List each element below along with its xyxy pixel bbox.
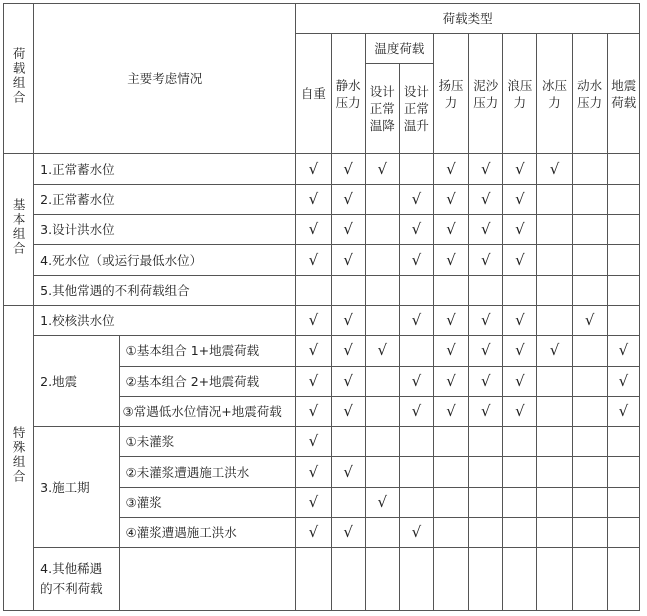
check-cell xyxy=(537,427,572,457)
check-cell xyxy=(399,548,433,611)
check-cell xyxy=(572,427,607,457)
check-cell: √ xyxy=(399,366,433,396)
check-cell xyxy=(537,245,572,275)
check-cell xyxy=(331,427,365,457)
check-cell: √ xyxy=(296,154,331,184)
header-temp-load: 温度荷载 xyxy=(365,34,433,63)
header-temp-drop: 设计正常温降 xyxy=(369,84,395,134)
check-cell: √ xyxy=(433,154,468,184)
check-cell xyxy=(572,518,607,548)
check-cell xyxy=(469,487,503,517)
check-cell xyxy=(469,518,503,548)
check-cell: √ xyxy=(503,305,537,335)
construction-label: 3.施工期 xyxy=(34,427,119,548)
check-cell xyxy=(503,548,537,611)
check-cell: √ xyxy=(469,305,503,335)
check-cell: √ xyxy=(399,518,433,548)
check-cell: √ xyxy=(607,366,639,396)
check-cell xyxy=(365,245,399,275)
check-cell xyxy=(399,336,433,366)
check-cell: √ xyxy=(296,487,331,517)
check-cell xyxy=(537,366,572,396)
header-load-types: 荷载类型 xyxy=(296,4,640,34)
check-cell xyxy=(433,518,468,548)
check-cell: √ xyxy=(469,184,503,214)
check-cell xyxy=(503,487,537,517)
check-cell xyxy=(296,548,331,611)
check-cell xyxy=(537,518,572,548)
check-cell: √ xyxy=(365,336,399,366)
check-cell xyxy=(607,275,639,305)
check-cell: √ xyxy=(433,305,468,335)
special-group-text: 特殊组合 xyxy=(11,426,27,485)
check-cell: √ xyxy=(296,427,331,457)
check-cell xyxy=(572,336,607,366)
header-temp-rise: 设计正常温升 xyxy=(403,84,429,134)
check-cell xyxy=(607,518,639,548)
check-cell xyxy=(607,215,639,245)
check-cell xyxy=(365,457,399,487)
header-uplift: 扬压力 xyxy=(438,77,464,110)
check-cell: √ xyxy=(433,184,468,214)
check-cell: √ xyxy=(433,366,468,396)
header-dynamic-water: 动水压力 xyxy=(577,77,603,110)
header-ice: 冰压力 xyxy=(542,77,568,110)
check-cell: √ xyxy=(433,215,468,245)
check-cell: √ xyxy=(503,245,537,275)
check-cell: √ xyxy=(433,245,468,275)
check-cell xyxy=(572,245,607,275)
row-label: ②未灌浆遭遇施工洪水 xyxy=(119,457,296,487)
table-row xyxy=(4,427,640,457)
table-row xyxy=(4,275,640,305)
check-cell xyxy=(503,427,537,457)
check-cell xyxy=(572,154,607,184)
table-row xyxy=(4,154,640,184)
check-cell: √ xyxy=(399,245,433,275)
check-cell: √ xyxy=(296,215,331,245)
header-self-weight: 自重 xyxy=(296,34,331,154)
check-cell xyxy=(365,427,399,457)
check-cell xyxy=(607,457,639,487)
check-cell: √ xyxy=(399,305,433,335)
check-cell: √ xyxy=(296,518,331,548)
empty-cell xyxy=(119,548,296,611)
check-cell xyxy=(537,215,572,245)
check-cell: √ xyxy=(365,154,399,184)
check-cell xyxy=(399,487,433,517)
check-cell xyxy=(433,275,468,305)
check-cell: √ xyxy=(331,245,365,275)
check-cell xyxy=(537,396,572,426)
table-row xyxy=(4,548,640,611)
row-label: 1.正常蓄水位 xyxy=(34,154,296,184)
row-label: ③常遇低水位情况+地震荷载 xyxy=(119,396,296,426)
check-cell xyxy=(399,154,433,184)
check-cell: √ xyxy=(503,336,537,366)
check-cell xyxy=(469,427,503,457)
check-cell: √ xyxy=(331,305,365,335)
row-label: ①基本组合 1+地震荷载 xyxy=(119,336,296,366)
check-cell xyxy=(537,487,572,517)
row-label: 1.校核洪水位 xyxy=(34,305,296,335)
check-cell xyxy=(433,457,468,487)
row-label: ④灌浆遭遇施工洪水 xyxy=(119,518,296,548)
check-cell xyxy=(572,215,607,245)
check-cell xyxy=(572,457,607,487)
check-cell: √ xyxy=(296,336,331,366)
header-combo-text: 荷载组合 xyxy=(11,47,27,106)
check-cell xyxy=(433,548,468,611)
check-cell xyxy=(607,184,639,214)
check-cell: √ xyxy=(469,215,503,245)
check-cell xyxy=(537,548,572,611)
check-cell: √ xyxy=(331,154,365,184)
check-cell: √ xyxy=(331,396,365,426)
check-cell: √ xyxy=(433,396,468,426)
check-cell xyxy=(503,457,537,487)
check-cell: √ xyxy=(572,305,607,335)
row-label: ②基本组合 2+地震荷载 xyxy=(119,366,296,396)
check-cell: √ xyxy=(331,366,365,396)
check-cell xyxy=(365,275,399,305)
check-cell: √ xyxy=(296,184,331,214)
other-label-text: 4.其他稀遇的不利荷载 xyxy=(40,561,103,597)
check-cell: √ xyxy=(296,366,331,396)
row-label: 2.正常蓄水位 xyxy=(34,184,296,214)
check-cell: √ xyxy=(503,154,537,184)
check-cell: √ xyxy=(537,336,572,366)
check-cell: √ xyxy=(607,396,639,426)
check-cell xyxy=(607,305,639,335)
check-cell xyxy=(537,305,572,335)
check-cell xyxy=(607,245,639,275)
check-cell xyxy=(365,396,399,426)
check-cell: √ xyxy=(503,215,537,245)
check-cell xyxy=(296,275,331,305)
check-cell: √ xyxy=(537,154,572,184)
check-cell: √ xyxy=(296,305,331,335)
check-cell: √ xyxy=(469,366,503,396)
check-cell xyxy=(572,275,607,305)
check-cell: √ xyxy=(296,457,331,487)
check-cell: √ xyxy=(607,336,639,366)
check-cell xyxy=(572,184,607,214)
check-cell xyxy=(607,154,639,184)
header-silt: 泥沙压力 xyxy=(473,77,499,110)
check-cell: √ xyxy=(399,215,433,245)
check-cell xyxy=(433,427,468,457)
check-cell xyxy=(365,305,399,335)
check-cell: √ xyxy=(399,396,433,426)
check-cell: √ xyxy=(331,336,365,366)
check-cell: √ xyxy=(331,184,365,214)
check-cell xyxy=(572,548,607,611)
check-cell xyxy=(365,366,399,396)
table-row xyxy=(4,305,640,335)
check-cell xyxy=(503,518,537,548)
check-cell xyxy=(331,548,365,611)
header-main: 主要考虑情况 xyxy=(34,4,296,154)
basic-group-text: 基本组合 xyxy=(11,198,27,257)
check-cell xyxy=(399,275,433,305)
header-wave: 浪压力 xyxy=(507,77,533,110)
header-seismic: 地震荷载 xyxy=(611,77,637,110)
table-row xyxy=(4,215,640,245)
check-cell: √ xyxy=(331,518,365,548)
check-cell xyxy=(331,275,365,305)
load-combination-table xyxy=(3,3,640,611)
row-label: 3.设计洪水位 xyxy=(34,215,296,245)
check-cell: √ xyxy=(469,336,503,366)
check-cell: √ xyxy=(503,396,537,426)
check-cell xyxy=(433,487,468,517)
row-label: 5.其他常遇的不利荷载组合 xyxy=(34,275,296,305)
quake-label: 2.地震 xyxy=(34,336,119,427)
row-label: ③灌浆 xyxy=(119,487,296,517)
check-cell xyxy=(503,275,537,305)
other-label xyxy=(34,548,119,611)
table-row xyxy=(4,184,640,214)
check-cell xyxy=(607,548,639,611)
check-cell: √ xyxy=(469,154,503,184)
check-cell xyxy=(607,427,639,457)
check-cell xyxy=(469,457,503,487)
check-cell: √ xyxy=(503,184,537,214)
check-cell: √ xyxy=(365,487,399,517)
check-cell xyxy=(365,518,399,548)
check-cell: √ xyxy=(503,366,537,396)
check-cell xyxy=(607,487,639,517)
check-cell xyxy=(399,457,433,487)
check-cell: √ xyxy=(331,457,365,487)
check-cell xyxy=(537,457,572,487)
basic-group xyxy=(4,154,34,305)
check-cell: √ xyxy=(469,245,503,275)
check-cell xyxy=(572,366,607,396)
check-cell xyxy=(365,184,399,214)
check-cell: √ xyxy=(433,336,468,366)
check-cell: √ xyxy=(296,245,331,275)
check-cell: √ xyxy=(469,396,503,426)
row-label: ①未灌浆 xyxy=(119,427,296,457)
check-cell: √ xyxy=(399,184,433,214)
check-cell xyxy=(469,548,503,611)
check-cell: √ xyxy=(331,215,365,245)
check-cell xyxy=(399,427,433,457)
check-cell xyxy=(365,215,399,245)
check-cell xyxy=(537,184,572,214)
check-cell xyxy=(572,396,607,426)
header-combo xyxy=(4,4,34,154)
special-group xyxy=(4,305,34,610)
check-cell xyxy=(469,275,503,305)
check-cell: √ xyxy=(296,396,331,426)
row-label: 4.死水位（或运行最低水位） xyxy=(34,245,296,275)
table-row xyxy=(4,336,640,366)
check-cell xyxy=(331,487,365,517)
header-static-water: 静水压力 xyxy=(335,77,361,110)
check-cell xyxy=(572,487,607,517)
table-row xyxy=(4,245,640,275)
check-cell xyxy=(365,548,399,611)
check-cell xyxy=(537,275,572,305)
